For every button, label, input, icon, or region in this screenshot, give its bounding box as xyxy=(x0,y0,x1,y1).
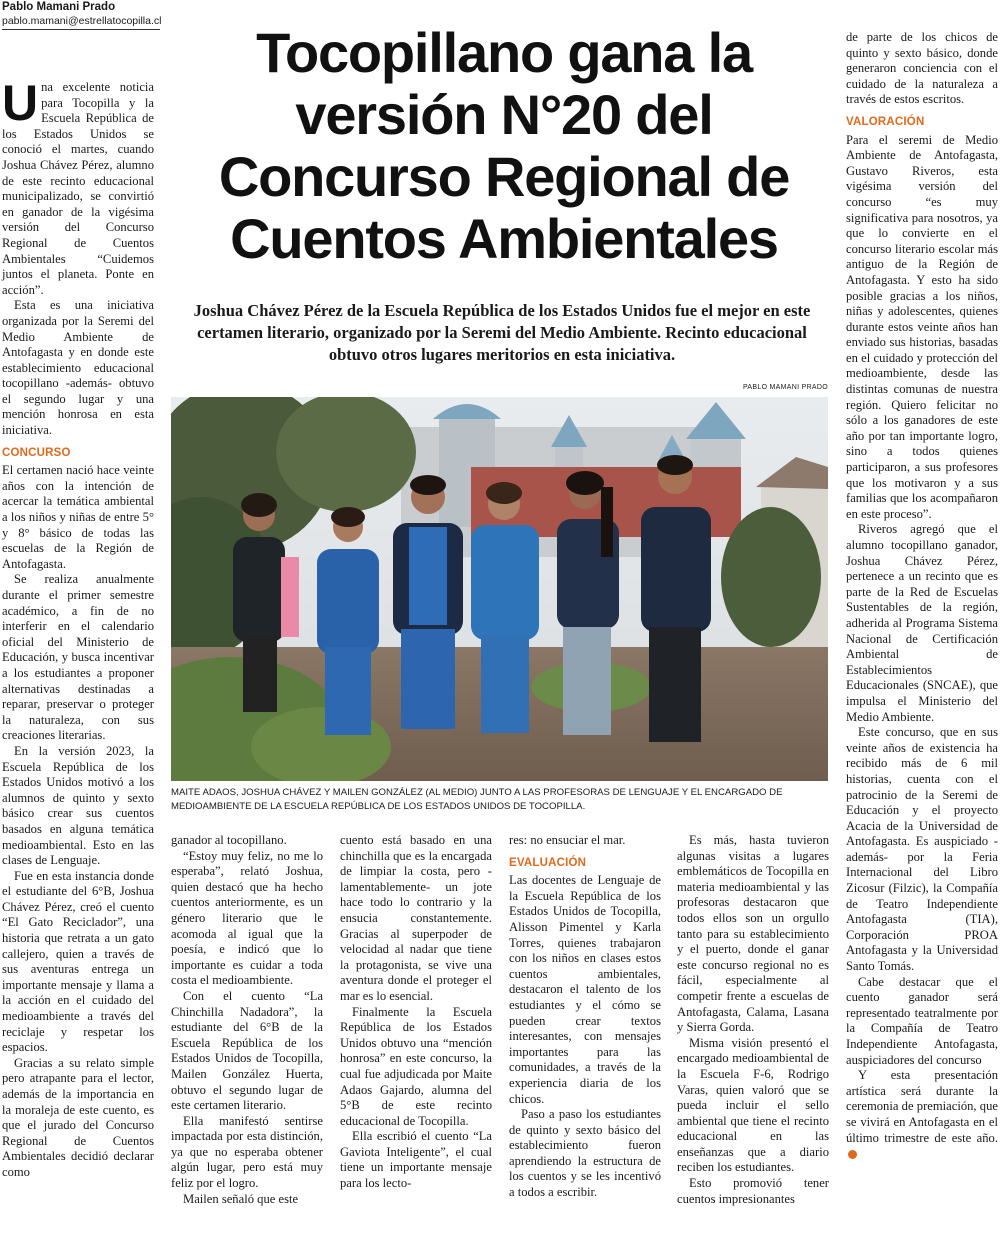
article-column-5 xyxy=(677,833,829,1207)
paragraph: Las docentes de Lenguaje de la Escuela República de los Estados Unidos de Tocopilla, Alisson Pimentel y Karla Torres, quienes trabajaron con los niños en clases estos cuentos ambientales, destacaron el talento de los estudiantes y el cómo se pueden crear textos interesantes, con mensajes importantes para las comunidades, a través de la experiencia diaria de los chicos. xyxy=(509,873,661,1106)
paragraph: Finalmente la Escuela República de los Estados Unidos obtuvo una “mención honrosa” en este concurso, la cual fue adjudicada por Maite Adaos Gajardo, alumna del 5°B de este recinto educacional de Tocopilla. xyxy=(340,1004,492,1128)
lead-text: na excelente noticia para Tocopilla y la Escuela República de los Estados Unidos se conoció el martes, cuando Joshua Chávez Pérez, alumno de este recinto educacional municipalizado, se convirtió en ganador de la vigésima versión del Concurso Regional de Cuentos Ambientales “Cuidemos juntos el planeta. Ponte en acción”. xyxy=(2,80,154,297)
byline xyxy=(2,0,161,28)
paragraph: cuento está basado en una chinchilla que es la encargada de limpiar la costa, pero -lamentablemente- un jote hace todo lo contrario y la ensucia constantemente. Gracias al superpoder de velocidad al nadar que tiene la protagonista, se vive una aventura donde el proteger el mar es lo esencial. xyxy=(340,833,492,1003)
headline: Tocopillano gana la versión N°20 del Concurso Regional de Cuentos Ambientales xyxy=(218,21,790,270)
paragraph: Fue en esta instancia donde el estudiante del 6°B, Joshua Chávez Pérez, creó el cuento “El Gato Reciclador”, una historia que retrata a un gato callejero, quien a través de sus aventuras entrega un importante mensaje y llama a la acción en el cuidado del medioambiente a través del reciclaje y respetar los espacios. xyxy=(2,868,154,1055)
article-photo xyxy=(171,397,828,781)
paragraph: En la versión 2023, la Escuela República de los Estados Unidos motivó a los alumnos de quinto y sexto básico crear sus cuentos basados en alguna temática medioambiental. Esto en las clases de Lenguaje. xyxy=(2,743,154,868)
drop-cap: U xyxy=(2,75,39,131)
paragraph: Es más, hasta tuvieron algunas visitas a lugares emblemáticos de Tocopilla en materia medioambiental y las profesoras destacaron que todos ellos son un orgullo tanto para su establecimiento y el puerto, donde el ganar este concurso regional no es fácil, especialmente al competir frente a escuelas de Antofagasta, Calama, Lasana y Sierra Gorda. xyxy=(677,833,829,1035)
final-paragraph xyxy=(846,1068,998,1162)
deck-subheading: Joshua Chávez Pérez de la Escuela República de los Estados Unidos fue el mejor en este certamen literario, organizado por la Seremi del Medio Ambiente. Recinto educacional obtuvo otros lugares meritorios en esta iniciativa. xyxy=(193,301,811,364)
article-column-1 xyxy=(2,75,154,1181)
paragraph: ganador al tocopillano. xyxy=(171,833,287,847)
paragraph: Este concurso, que en sus veinte años de existencia ha recibido más de 6 mil historias, cuenta con el patrocinio de la Seremi de Educación y el proyecto Acacia de la Universidad de Antofagasta. Es auspiciado -además- por la Feria Internacional del Libro Zicosur (Filzic), la Compañía de Teatro Independiente Antofagasta (TIA), Corporación PROA Antofagasta y la Universidad Santo Tomás. xyxy=(846,725,998,974)
paragraph: Ella manifestó sentirse impactada por esta distinción, ya que no esperaba obtener algún lugar, pero está muy feliz por el logro. xyxy=(171,1113,323,1191)
author-email[interactable]: pablo.mamani@estrellatocopilla.cl xyxy=(2,15,162,27)
article-column-4 xyxy=(509,833,661,1201)
article-column-6 xyxy=(846,30,998,1162)
paragraph: de parte de los chicos de quinto y sexto básico, donde generaron conciencia con el cuidado de la naturaleza a través de estos escritos. xyxy=(846,30,998,107)
paragraph: Esto promovió tener cuentos impresionantes xyxy=(677,1176,829,1206)
paragraph: Paso a paso los estudiantes de quinto y sexto básico del establecimiento fueron aprendiendo la estructura de los cuentos y se les incentivó a todos a escribir. xyxy=(509,1107,661,1200)
photo-caption: MAITE ADAOS, JOSHUA CHÁVEZ Y MAILEN GONZÁLEZ (AL MEDIO) JUNTO A LAS PROFESORAS DE LENGUAJE Y EL ENCARGADO DE MEDIOAMBIENTE DE LA ESCUELA REPÚBLICA DE LOS ESTADOS UNIDOS DE TOCOPILLA. xyxy=(171,787,783,812)
paragraph: Misma visión presentó el encargado medioambiental de la Escuela F-6, Rodrigo Varas, quien valoró que se pueda incluir el sello ambiental que tiene el recinto educacional en las enseñanzas que a diario reciben los estudiantes. xyxy=(677,1035,829,1175)
article-column-2 xyxy=(171,833,323,1207)
paragraph: “Estoy muy feliz, no me lo esperaba”, relató Joshua, quien destacó que ha hecho cuentos anteriormente, es un género literario que le acomoda al igual que la poesía, e indicó que lo importante es cuidar a toda costa el medioambiente. xyxy=(171,848,323,988)
section-heading-evaluacion: EVALUACIÓN xyxy=(509,856,587,869)
article-column-3 xyxy=(340,833,492,1192)
paragraph-text: Y esta presentación artística será durante la ceremonia de premiación, que se vivirá en Antofagasta en el último trimestre de este año. xyxy=(846,1068,998,1145)
lead-paragraph xyxy=(2,75,154,298)
paragraph: res: no ensuciar el mar. xyxy=(509,833,626,847)
author-name: Pablo Mamani Prado xyxy=(2,1,116,13)
section-heading-concurso: CONCURSO xyxy=(2,446,71,459)
end-mark-icon: ✚ xyxy=(848,1150,857,1159)
paragraph: Riveros agregó que el alumno tocopillano ganador, Joshua Chávez Pérez, pertenece a un recinto que es parte de la Red de Escuelas Sustentables de la región, adherida al Programa Sistema Nacional de Certificación Ambiental de Establecimientos Educacionales (SNCAE), que impulsa el Ministerio del Medio Ambiente. xyxy=(846,522,998,724)
paragraph: El certamen nació hace veinte años con la intención de acercar la temática ambiental a los niños y niñas de entre 5° y 8° básico de todas las escuelas de la Región de Antofagasta. xyxy=(2,463,154,571)
section-heading-valoracion: VALORACIÓN xyxy=(846,115,925,128)
paragraph: Mailen señaló que este xyxy=(183,1191,299,1206)
paragraph: Cabe destacar que el cuento ganador será representado teatralmente por la Compañía de Teatro Independiente Antofagasta, auspiciadores del concurso xyxy=(846,974,998,1067)
photo-credit: PABLO MAMANI PRADO xyxy=(742,384,828,391)
paragraph: Esta es una iniciativa organizada por la Seremi del Medio Ambiente de Antofagasta y en donde este establecimiento educacional tocopillano -además- obtuvo el segundo lugar y una mención honrosa en esta iniciativa. xyxy=(2,298,154,438)
paragraph: Se realiza anualmente durante el primer semestre académico, a fin de no interferir en el calendario oficial del Ministerio de Educación, y busca incentivar a los estudiantes a proponer alternativas destinadas a reparar, preservar o proteger la naturaleza, con sus creaciones literarias. xyxy=(2,572,154,743)
paragraph: Gracias a su relato simple pero atrapante para el lector, además de la importancia en la moraleja de este cuento, es que el jurado del Concurso Regional de Cuentos Ambientales decidió declarar como xyxy=(2,1055,154,1179)
paragraph: Para el seremi de Medio Ambiente de Antofagasta, Gustavo Riveros, esta vigésima versión del concurso “es muy significativa para nosotros, ya que lo convierte en el concurso literario escolar más antiguo de la Región de Antofagasta. Y esto ha sido posible gracias a los niños, niñas y adolescentes, quienes durante estos veinte años han enviado sus historias, basadas en el cuidado y protección del medioambiente, desde las distintas comunas de nuestra región. Quiero felicitar no sólo a los ganadores de este año por tan importante logro, sino a todos quienes participaron, a sus profesores que los motivaron y a sus familias que los acompañaron en este proceso”. xyxy=(846,132,998,521)
paragraph: Ella escribió el cuento “La Gaviota Inteligente”, el cual tiene un importante mensaje para los lecto- xyxy=(340,1129,492,1191)
paragraph: Con el cuento “La Chinchilla Nadadora”, la estudiante del 6°B de la Escuela República de los Estados Unidos de Tocopilla, Mailen González Huerta, obtuvo el segundo lugar de este certamen literario. xyxy=(171,988,323,1113)
byline-rule xyxy=(2,29,160,30)
